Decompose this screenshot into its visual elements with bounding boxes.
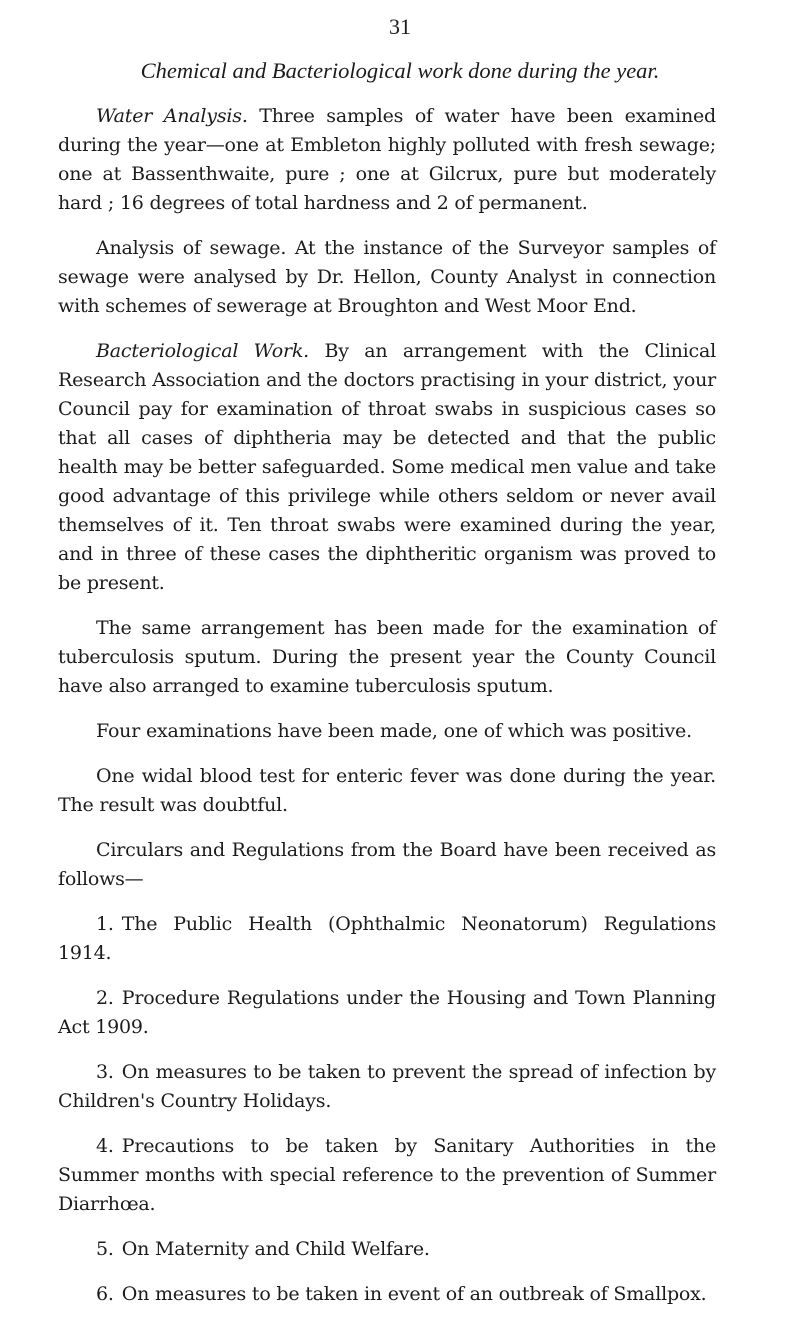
list-item-text: The Public Health (Ophthalmic Neonatorum) Regulations 1914.	[58, 913, 716, 964]
water-analysis-title: Water Analysis.	[96, 105, 248, 127]
list-item-number: 3.	[96, 1061, 114, 1083]
bacteriological-work-paragraph	[58, 337, 716, 598]
widal-paragraph: One widal blood test for enteric fever was done during the year. The result was doubtful.	[58, 765, 716, 816]
list-item-number: 4.	[96, 1135, 114, 1157]
list-item-number: 5.	[96, 1238, 114, 1260]
list-item	[58, 1235, 716, 1264]
sewage-analysis-paragraph: Analysis of sewage. At the instance of the Surveyor samples of sewage were analysed by Dr. Hellon, County Analyst in connection with schemes of sewerage at Broughton and West Moor End.	[58, 237, 716, 317]
list-item-text: On Maternity and Child Welfare.	[121, 1238, 430, 1260]
tuberculosis-paragraph: The same arrangement has been made for the examination of tuberculosis sputum. During the present year the County Council have also arranged to examine tuberculosis sputum.	[58, 617, 716, 697]
circulars-list	[58, 910, 716, 1309]
circulars-intro: Circulars and Regulations from the Board have been received as follows—	[58, 839, 716, 890]
list-item-number: 1.	[96, 913, 114, 935]
list-item-text: On measures to be taken in event of an outbreak of Smallpox.	[121, 1283, 707, 1305]
list-item	[58, 910, 716, 968]
page-number: 31	[389, 14, 411, 39]
list-item-text: Procedure Regulations under the Housing and Town Planning Act 1909.	[58, 987, 716, 1038]
list-item-number: 6.	[96, 1283, 114, 1305]
list-item	[58, 1280, 716, 1309]
list-item	[58, 1132, 716, 1219]
water-analysis-text: Three samples of water have been examined during the year—one at Embleton highly polluted with fresh sewage; one at Bassenthwaite, pure ; one at Gilcrux, pure but moderately hard ; 16 degrees of total hardness and 2 of permanent.	[58, 105, 717, 214]
examinations-paragraph: Four examinations have been made, one of which was positive.	[96, 720, 692, 742]
report-body	[58, 102, 716, 1325]
bacteriological-work-text: By an arrangement with the Clinical Research Association and the doctors practising in your district, your Council pay for examination of throat swabs in suspicious cases so that all cases of diphtheria may be detected and that the public health may be better safeguarded. Some medical men value and take good advantage of this privilege while others seldom or never avail themselves of it. Ten throat swabs were examined during the year, and in three of these cases the diphtheritic organism was proved to be present.	[58, 340, 716, 594]
list-item-text: On measures to be taken to prevent the spread of infection by Children's Country Holidays.	[58, 1061, 716, 1112]
water-analysis-paragraph	[58, 102, 716, 218]
list-item-number: 2.	[96, 987, 114, 1009]
section-heading: Chemical and Bacteriological work done during the year.	[140, 58, 660, 83]
list-item	[58, 984, 716, 1042]
list-item	[58, 1058, 716, 1116]
list-item-text: Precautions to be taken by Sanitary Authorities in the Summer months with special reference to the prevention of Summer Diarrhœa.	[58, 1135, 716, 1215]
bacteriological-work-title: Bacteriological Work.	[96, 340, 309, 362]
